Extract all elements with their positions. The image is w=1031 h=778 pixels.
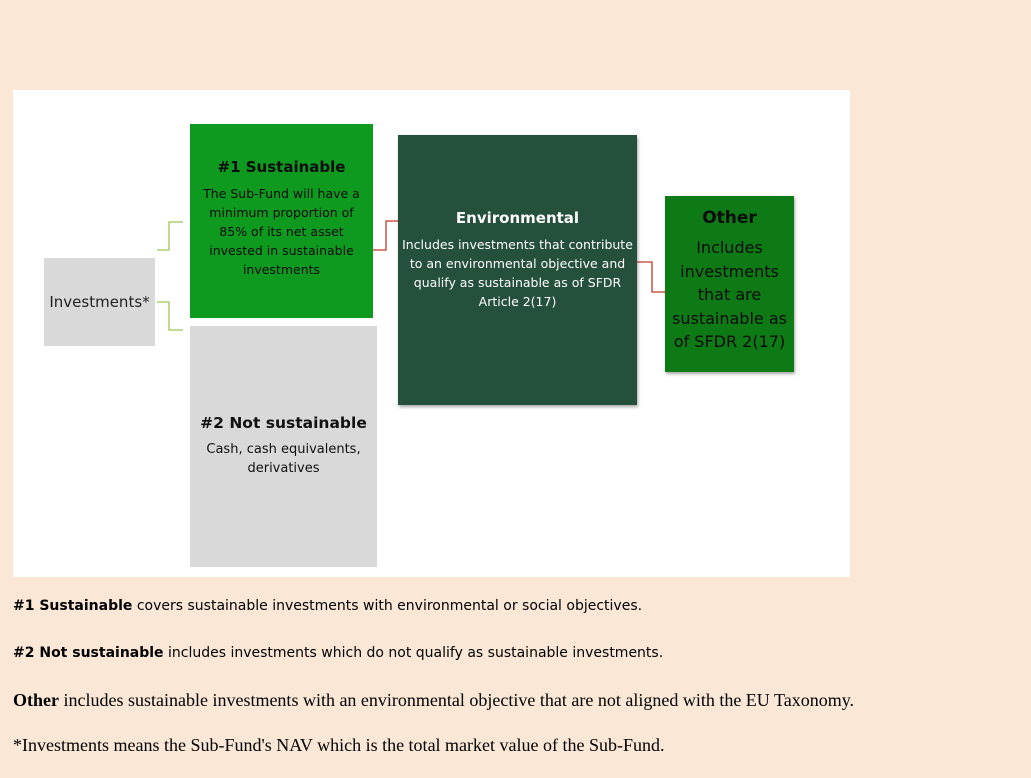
other-box (665, 196, 794, 372)
not-sustainable-box (190, 326, 377, 567)
investments-box (44, 258, 155, 346)
note-sustainable-term: #1 Sustainable (13, 598, 133, 614)
connector-sustainable-environmental (373, 221, 398, 250)
other-title: Other (702, 208, 757, 228)
note-not-sustainable (13, 645, 663, 661)
note-other-text: includes sustainable investments with an environmental objective that are not aligned with the EU Taxonomy. (58, 690, 855, 710)
note-not-sustainable-text: includes investments which do not qualify as sustainable investments. (163, 645, 664, 661)
note-not-sustainable-term: #2 Not sustainable (13, 645, 164, 661)
environmental-box (398, 135, 637, 405)
other-desc: Includes investments that are sustainable as of SFDR 2(17) (672, 238, 787, 351)
sustainable-desc: The Sub-Fund will have a minimum proportion of 85% of its net asset invested in sustainable investments (203, 186, 360, 277)
sustainable-title: #1 Sustainable (217, 158, 346, 176)
connector-environmental-other (637, 262, 665, 292)
environmental-desc: Includes investments that contribute to an environmental objective and qualify as sustainable as of SFDR Article 2(17) (402, 237, 633, 309)
note-investments-definition-text: *Investments means the Sub-Fund's NAV which is the total market value of the Sub-Fund. (13, 735, 665, 755)
note-investments-definition (13, 735, 665, 756)
sustainable-box (190, 124, 373, 318)
note-other (13, 690, 854, 711)
note-sustainable-text: covers sustainable investments with environmental or social objectives. (132, 598, 643, 614)
investments-label: Investments* (49, 293, 150, 311)
not-sustainable-desc: Cash, cash equivalents, derivatives (206, 442, 361, 476)
note-sustainable (13, 598, 642, 614)
not-sustainable-title: #2 Not sustainable (200, 414, 367, 432)
environmental-title: Environmental (455, 209, 580, 227)
note-other-term: Other (13, 690, 59, 710)
connector-investments-branches (157, 222, 183, 330)
